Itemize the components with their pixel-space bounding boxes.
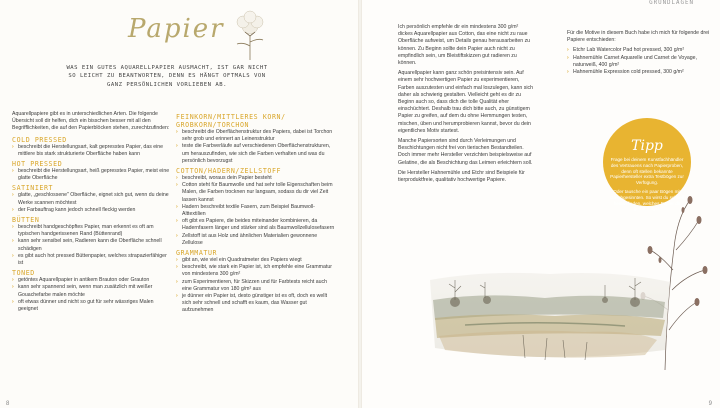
list-item: › Zellstoff ist aus Holz und ähnlichen Materialien gewonnene Zellulose (176, 233, 336, 247)
papers-intro: Für die Motive in diesem Buch habe ich mich für folgende drei Papiere entschieden: (567, 30, 710, 44)
tip-title: Tipp (631, 138, 663, 154)
col1-intro: Aquarellpapiere gibt es in unterschiedlichen Arten. Die folgende Übersicht soll dir helfen, dich ein bisschen besser mit all den Begrifflichkeiten, die auf den Papierblöcken stehen, zurechtzufinden: (12, 111, 170, 132)
paragraph: Manche Papiersorten sind durch Verleimungen und Beschichtungen nicht frei von tierischen Bestandteilen. Doch immer mehr Hersteller verzichten beispielsweise auf Gelatine, die als Beschichtung das Leimen erleichtern soll. (398, 138, 533, 166)
heading-toned: TONED (12, 269, 35, 278)
list-item: › beschreibt die Herstellungsart, kalt gepresstes Papier, das eine mittlere bis stark strukturierte Oberfläche haben kann (12, 144, 172, 158)
list-item: › Hadern beschreibt textile Fasern, zum Beispiel Baumwoll-Alttextilien (176, 204, 336, 218)
tip-text: Oder tausche ein paar Bögen mit Gleichgesinnten. So wirst du schnell herausfinden, welches Papier dir gerne magst. (610, 188, 684, 212)
paragraph: Ich persönlich empfehle dir ein mindestens 300 g/m² dickes Aquarellpapier aus Cotton, das eine nicht zu raue Oberfläche aufweist, um Details genau herausarbeiten zu können. Zu Beginn sollte dein Papier auch nicht zu empfindlich sein, um Bleistiftskizzen gut radieren zu können. (398, 24, 531, 67)
list-item: › je dünner ein Papier ist, desto günstiger ist es oft, doch es wellt sich sehr schnell und schafft es kaum, das Wasser gut aufzunehmen (176, 293, 336, 315)
heading-buetten: BÜTTEN (12, 216, 40, 225)
page-number-left: 8 (6, 401, 10, 407)
list-item: › der Farbauftrag kann jedoch schnell fleckig werden (12, 207, 172, 214)
column-4 (567, 30, 713, 76)
intro-text: WAS EIN GUTES AQUARELLPAPIER AUSMACHT, IST GAR NICHT SO LEICHT ZU BEANTWORTEN, DENN ES HÄNGT OFTMALS VON GANZ PERSÖNLICHEN VORLIEBEN AB. (66, 65, 268, 88)
cotton-flower-icon (225, 8, 275, 60)
list-item: › Hahnemühle Carnet Aquarelle und Carnet de Voyage, naturweiß, 400 g/m² (567, 55, 713, 69)
list-item: › oft gibt es Papiere, die beides miteinander kombinieren, da Hadernfasern länger und stärker sind als Baumwollzellulosefasern (176, 218, 336, 232)
list-item: › Hahnemühle Expression cold pressed, 300 g/m² (567, 69, 713, 76)
list-item: › beschreibt die Oberflächenstruktur des Papiers, dabei ist Torchon sehr grob und erinnert an Leinenstruktur (176, 129, 336, 143)
heading-cotton: COTTON/HADERN/ZELLSTOFF (176, 167, 282, 176)
list-item: › es gibt auch hot pressed Büttenpapier, welches strapazierfähiger ist (12, 253, 172, 267)
watercolor-landscape (425, 240, 675, 375)
tip-badge (603, 118, 691, 212)
list-item: › zum Experimentieren, für Skizzen und für Farbtests reicht auch eine Grammatur von 180 g/m² aus (176, 279, 336, 293)
list-item: › beschreibt handgeschöpftes Papier, man erkennt es oft am typischen handgerissenen Rand (Büttenrand) (12, 224, 172, 238)
list-item: › glatte, „geschlossene" Oberfläche, eignet sich gut, wenn du deine Werke scannen möchtest (12, 192, 172, 206)
list-item: › kann sehr sensibel sein, Radieren kann die Oberfläche schnell schädigen (12, 238, 172, 252)
list-item: › Etchr Lab Watercolor Pad hot pressed, 300 g/m² (567, 47, 713, 54)
heading-grammatur: GRAMMATUR (176, 249, 218, 258)
section-header: GRUNDLAGEN (649, 0, 694, 6)
right-page (360, 0, 720, 408)
paragraph: Die Hersteller Hahnemühle und Etchr sind Beispiele für tierproduktfreie, qualitativ hochwertige Papiere. (398, 169, 525, 184)
list-item: › beschreibt, wie stark ein Papier ist, ich empfehle eine Grammatur von mindestens 300 g/m² (176, 264, 336, 278)
tip-text: Frage bei deinem Kunstfachhändler des Vertrauens nach Papierproben, denn oft stellen bekannte Papierhersteller extra Testbögen zur Verfügung. (610, 157, 684, 186)
heading-satiniert: SATINIERT (12, 184, 54, 193)
list-item: › beschreibt, woraus dein Papier besteht (176, 175, 336, 182)
list-item: › oft etwas dünner und nicht so gut für sehr wässriges Malen geeignet (12, 299, 172, 313)
heading-feinkorn: FEINKORN/MITTLERES KORN/ GROBKORN/TORCHON (176, 113, 286, 129)
page-title: Papier (128, 14, 225, 44)
book-gutter (358, 0, 362, 408)
column-2 (176, 111, 336, 315)
heading-cold-pressed: COLD PRESSED (12, 135, 67, 144)
paragraph: Aquarellpapier kann ganz schön preisintensiv sein. Auf einem sehr hochwertigen Papier zu experimentieren, Farben auszutesten und einfach mal loszulegen, kann sich daher als schwierig gestalten. Vielleicht geht es dir zu Beginn auch so, dass dich die tolle Qualität eher einschüchtert. Deshalb trau dich bitte auch, zu günstigem Papier zu greifen, auf dem du ohne Hemmungen testen, mischen, üben und herumprobieren kannst, bevor du dein eigentliches Motiv startest. (398, 70, 533, 134)
list-item: › beschreibt die Herstellungsart, heiß gepresstes Papier, meist eine glatte Oberfläche (12, 168, 172, 182)
list-item: › getöntes Aquarellpapier in antikem Brauton oder Grauton (12, 277, 172, 284)
page-number-right: 9 (708, 401, 712, 407)
list-item: › gibt an, wie viel ein Quadratmeter des Papiers wiegt (176, 257, 336, 264)
column-3 (398, 24, 534, 187)
list-item: › kann sehr spannend sein, wenn man zusätzlich mit weißer Gouachefarbe malen möchte (12, 284, 172, 298)
list-item: › Cotton steht für Baumwolle und hat sehr tolle Eigenschaften beim Malen, die Farben trocknen nur langsam, sodass du dir viel Zeit lassen kannst (176, 182, 336, 204)
column-1 (12, 111, 172, 313)
list-item: › teste die Farbverläufe auf verschiedenen Oberflächenstrukturen, um herauszufinden, wie sich die Farben verhalten und was du persönlich bevorzugst (176, 143, 336, 165)
heading-hot-pressed: HOT PRESSED (12, 160, 63, 169)
